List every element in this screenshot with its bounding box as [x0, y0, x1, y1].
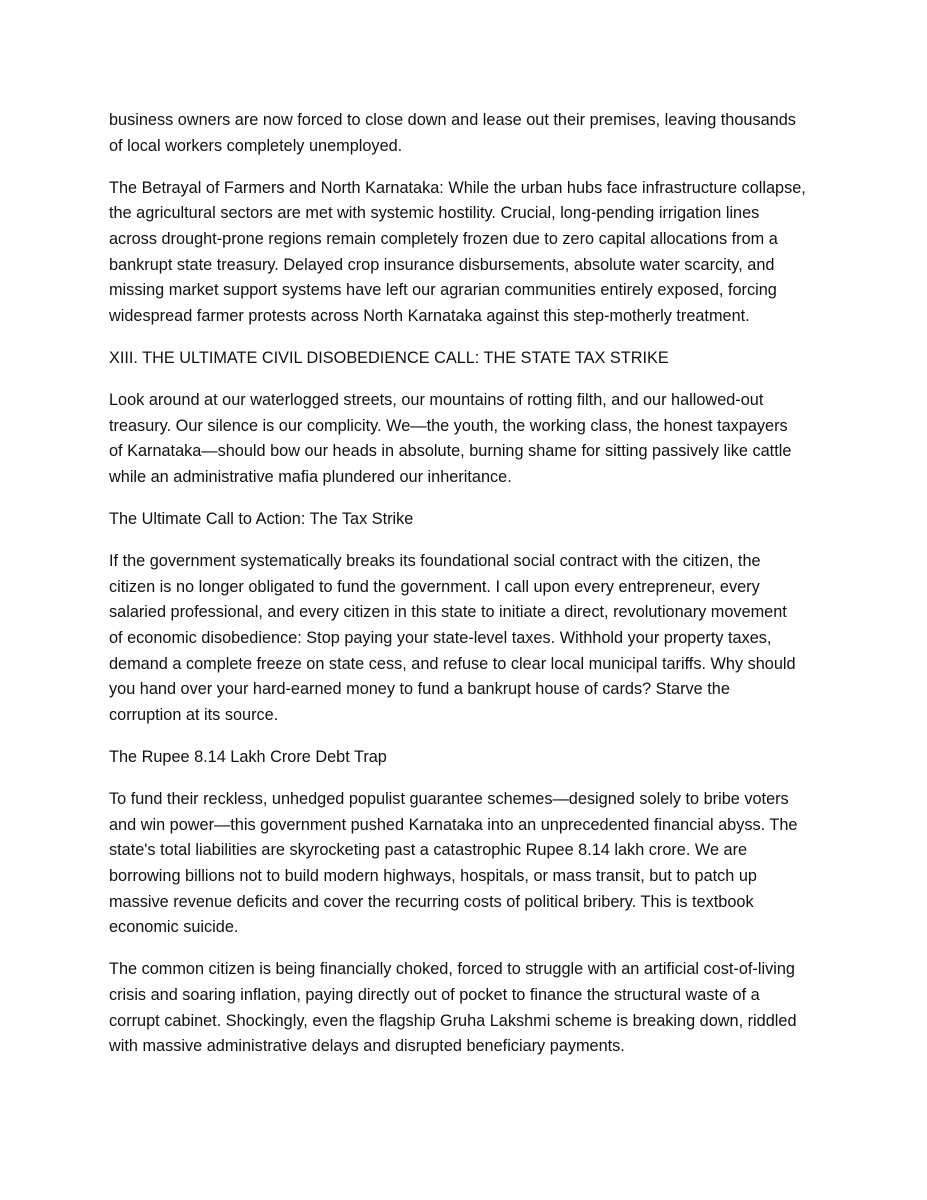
text-line: of economic disobedience: Stop paying your state-level taxes. Withhold your property taxes, [109, 629, 772, 648]
text-line: If the government systematically breaks its foundational social contract with the citizen, the [109, 552, 761, 571]
text-line: across drought-prone regions remain completely frozen due to zero capital allocations from a [109, 229, 778, 248]
text-line: The Rupee 8.14 Lakh Crore Debt Trap [109, 748, 387, 767]
text-line: crisis and soaring inflation, paying directly out of pocket to finance the structural waste of a [109, 985, 760, 1004]
text-line: The Ultimate Call to Action: The Tax Strike [109, 510, 414, 529]
paragraph-subheading-tax-strike [109, 507, 827, 533]
text-line: The Betrayal of Farmers and North Karnataka: While the urban hubs face infrastructure collapse, [109, 178, 806, 197]
text-line: while an administrative mafia plundered our inheritance. [109, 467, 512, 486]
text-line: economic suicide. [109, 918, 239, 937]
text-line: of local workers completely unemployed. [109, 136, 403, 155]
paragraph-common-citizen [109, 957, 827, 1059]
paragraph-subheading-debt-trap [109, 745, 827, 771]
text-line: XIII. THE ULTIMATE CIVIL DISOBEDIENCE CALL: THE STATE TAX STRIKE [109, 348, 669, 367]
paragraph-tax-strike [109, 549, 827, 728]
text-line: missing market support systems have left our agrarian communities entirely exposed, forcing [109, 281, 777, 300]
paragraph-look-around [109, 388, 827, 490]
paragraph-section-heading [109, 346, 827, 372]
paragraph-debt-trap [109, 787, 827, 941]
text-line: corrupt cabinet. Shockingly, even the flagship Gruha Lakshmi scheme is breaking down, riddled [109, 1011, 797, 1030]
text-line: borrowing billions not to build modern highways, hospitals, or mass transit, but to patch up [109, 867, 757, 885]
text-line: massive revenue deficits and cover the recurring costs of political bribery. This is textbook [109, 892, 754, 911]
text-line: of Karnataka—should bow our heads in absolute, burning shame for sitting passively like cattle [109, 442, 792, 461]
text-line: To fund their reckless, unhedged populist guarantee schemes—designed solely to bribe voters [109, 790, 789, 809]
text-line: business owners are now forced to close down and lease out their premises, leaving thousands [109, 111, 796, 129]
text-line: the agricultural sectors are met with systemic hostility. Crucial, long-pending irrigation lines [109, 204, 760, 223]
text-line: salaried professional, and every citizen in this state to initiate a direct, revolutionary movement [109, 603, 787, 622]
document-body [109, 108, 827, 1076]
text-line: you hand over your hard-earned money to fund a bankrupt house of cards? Starve the [109, 680, 730, 699]
text-line: and win power—this government pushed Karnataka into an unprecedented financial abyss. The [109, 815, 798, 834]
paragraph-continuation [109, 108, 827, 159]
text-line: citizen is no longer obligated to fund the government. I call upon every entrepreneur, every [109, 577, 760, 596]
text-line: treasury. Our silence is our complicity. We—the youth, the working class, the honest taxpayers [109, 416, 788, 435]
text-line: widespread farmer protests across North Karnataka against this step-motherly treatment. [109, 306, 750, 325]
text-line: state's total liabilities are skyrocketing past a catastrophic Rupee 8.14 lakh crore. We are [109, 841, 748, 860]
text-line: bankrupt state treasury. Delayed crop insurance disbursements, absolute water scarcity, and [109, 255, 775, 274]
paragraph-farmers [109, 176, 827, 330]
text-line: Look around at our waterlogged streets, our mountains of rotting filth, and our hallowed-out [109, 391, 764, 410]
text-line: corruption at its source. [109, 705, 279, 724]
text-line: The common citizen is being financially choked, forced to struggle with an artificial cost-of-living [109, 960, 795, 979]
text-line: with massive administrative delays and disrupted beneficiary payments. [109, 1037, 625, 1056]
text-line: demand a complete freeze on state cess, and refuse to clear local municipal tariffs. Why should [109, 654, 796, 673]
